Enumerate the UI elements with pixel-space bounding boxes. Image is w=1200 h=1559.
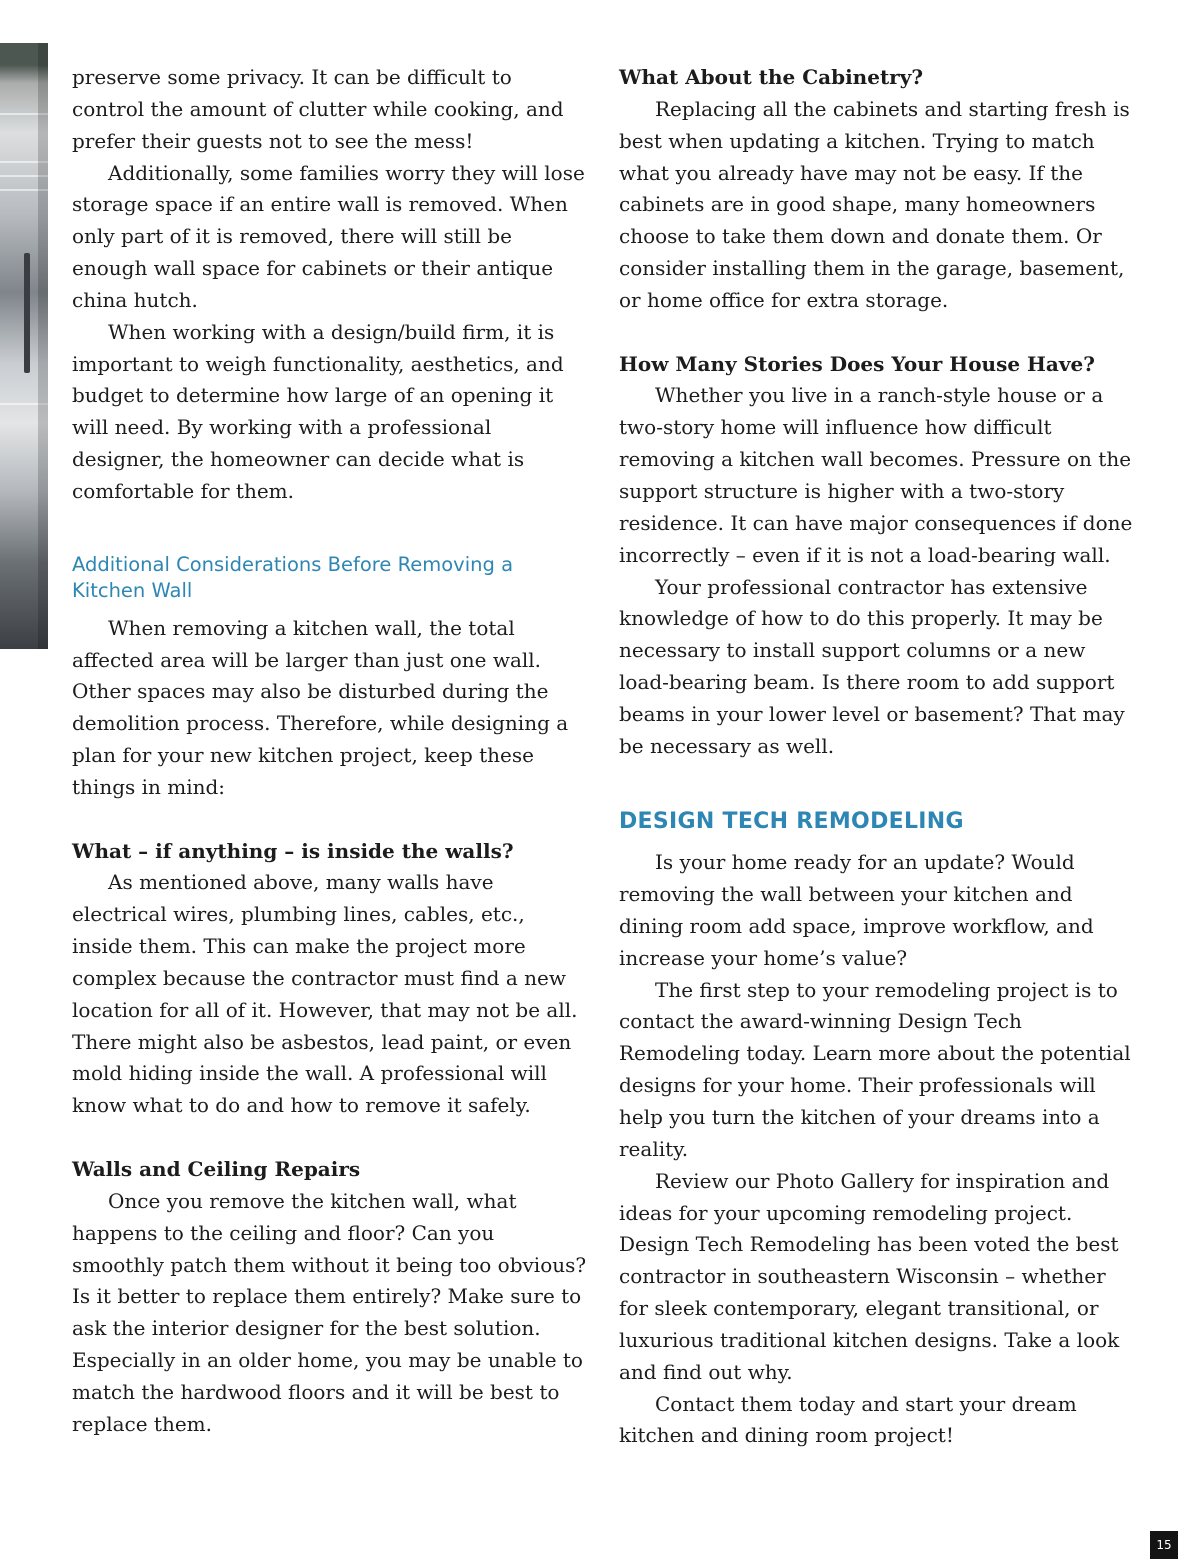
paragraph: Is your home ready for an update? Would removing the wall between your kitchen and dining room add space, improve workflow, and increase your home’s value? [619, 850, 1094, 970]
paragraph: Whether you live in a ranch-style house or a two-story home will influence how difficult removing a kitchen wall becomes. Pressure on the support structure is higher with a two-story residence. It can have major consequences if done incorrectly – even if it is not a load-bearing wall. [619, 383, 1133, 567]
paragraph: Additionally, some families worry they will lose storage space if an entire wall is removed. When only part of it is removed, there will still be enough wall space for cabinets or their antique china hutch. [72, 160, 585, 312]
section-title-design-tech: DESIGN TECH REMODELING [619, 809, 964, 835]
heading-cabinetry: What About the Cabinetry? [619, 65, 924, 89]
paragraph: Once you remove the kitchen wall, what happens to the ceiling and floor? Can you smoothly patch them without it being too obvious? Is it better to replace them entirely? Make sure to ask the interior designer for the best solution. Especially in an older home, you may be unable to match the hardwood floors and it will be best to replace them. [72, 1188, 587, 1436]
paragraph: The first step to your remodeling project is to contact the award-winning Design Tech Remodeling today. Learn more about the potential designs for your home. Their professionals will help you turn the kitchen of your dreams into a reality. [619, 977, 1131, 1161]
heading-inside-walls: What – if anything – is inside the walls? [72, 838, 514, 863]
left-column [72, 62, 588, 1441]
subheading-additional-considerations: Additional Considerations Before Removing a Kitchen Wall [72, 552, 514, 602]
paragraph: Review our Photo Gallery for inspiration and ideas for your upcoming remodeling project. Design Tech Remodeling has been voted the best contractor in southeastern Wisconsin – whether for sleek contemporary, elegant transitional, or luxurious traditional kitchen designs. Take a look and find out why. [619, 1168, 1120, 1384]
paragraph: Replacing all the cabinets and starting fresh is best when updating a kitchen. Trying to match what you already have may not be easy. If the cabinets are in good shape, many homeowners choose to take them down and donate them. Or consider installing them in the garage, basement, or home office for extra storage. [619, 96, 1130, 312]
right-column [619, 62, 1135, 1452]
paragraph: Your professional contractor has extensive knowledge of how to do this properly. It may be necessary to install support columns or a new load-bearing beam. Is there room to add support beams in your lower level or basement? That may be necessary as well. [619, 574, 1125, 758]
kitchen-photo-edge [0, 43, 48, 649]
page-number: 15 [1150, 1531, 1178, 1559]
paragraph: When removing a kitchen wall, the total affected area will be larger than just one wall. Other spaces may also be disturbed during the demolition process. Therefore, while designing a plan for your new kitchen project, keep these things in mind: [72, 615, 569, 799]
paragraph: When working with a design/build firm, it is important to weigh functionality, aesthetics, and budget to determine how large of an opening it will need. By working with a professional designer, the homeowner can decide what is comfortable for them. [72, 319, 564, 503]
heading-wall-ceiling-repairs: Walls and Ceiling Repairs [72, 1157, 361, 1181]
heading-stories: How Many Stories Does Your House Have? [619, 351, 1095, 376]
paragraph: preserve some privacy. It can be difficult to control the amount of clutter while cooking, and prefer their guests not to see the mess! [72, 65, 564, 153]
paragraph: Contact them today and start your dream kitchen and dining room project! [619, 1391, 1077, 1448]
paragraph: As mentioned above, many walls have electrical wires, plumbing lines, cables, etc., inside them. This can make the project more complex because the contractor must find a new location for all of it. However, that may not be all. There might also be asbestos, lead paint, or even mold hiding inside the wall. A professional will know what to do and how to remove it safely. [72, 870, 578, 1118]
